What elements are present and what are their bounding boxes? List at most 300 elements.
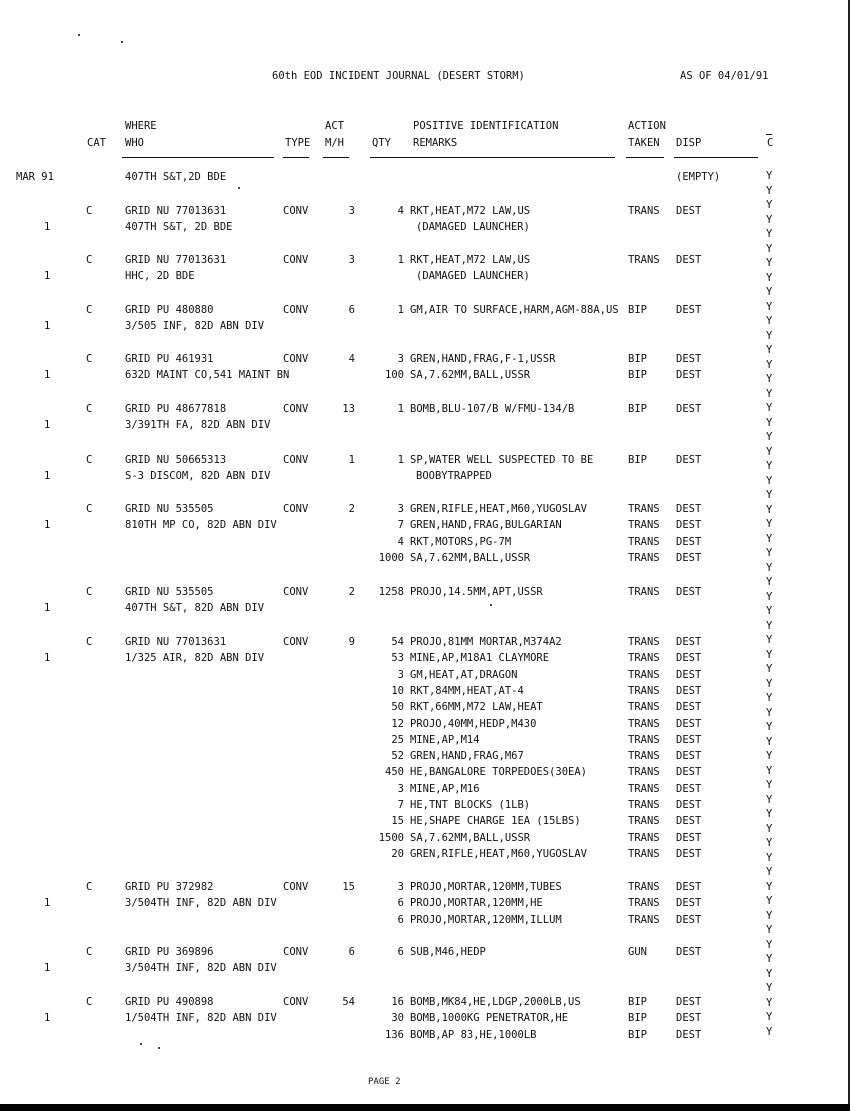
c-column-mark: Y [766,996,773,1009]
item-disp: DEST [676,831,702,844]
item-qty: 50 [391,701,404,714]
entry-remarks: (DAMAGED LAUNCHER) [416,221,530,234]
item-description: BOMB,MK84,HE,LDGP,2000LB,US [410,996,581,1008]
item-description: SA,7.62MM,BALL,USSR [410,831,531,844]
c-column-mark: Y [766,315,773,327]
c-column-mark: Y [766,561,773,574]
entry-type: CONV [283,304,309,316]
entry-who: 632D MAINT CO,541 MAINT BN [125,369,290,381]
item-disp: DEST [676,668,702,681]
item-qty: 1 [397,254,404,266]
entry-mh: 3 [348,254,355,266]
entry-left-mark: 1 [44,470,51,482]
item-action: TRANS [628,652,660,665]
c-column-mark: Y [766,402,773,414]
item-disp: DEST [676,1012,702,1025]
item-qty: 53 [391,652,404,665]
c-column-mark: Y [766,750,773,762]
item-disp: DEST [676,946,702,958]
item-disp: DEST [676,782,702,795]
item-description: GREN,RIFLE,HEAT,M60,YUGOSLAV [410,503,588,515]
scan-speck [490,604,492,606]
item-action: GUN [628,946,647,958]
entry-cat: C [86,586,93,598]
item-qty: 7 [397,519,404,532]
header-rule [626,157,664,158]
entry-where: GRID NU 50665313 [125,454,227,466]
item-qty: 20 [391,847,404,860]
col-mh-header: M/H [325,137,344,149]
item-action: TRANS [628,831,660,844]
col-posid-header: POSITIVE IDENTIFICATION [413,120,559,132]
item-qty: 30 [391,1012,404,1025]
item-action: TRANS [628,254,660,266]
c-column-mark: Y [766,358,773,371]
item-description: HE,BANGALORE TORPEDOES(30EA) [410,766,588,779]
item-description: HE,TNT BLOCKS (1LB) [410,799,531,811]
entry-who: HHC, 2D BDE [125,270,195,282]
item-disp: DEST [676,996,702,1008]
entry-type: CONV [283,996,309,1008]
item-qty: 1 [397,454,404,466]
entry-left-mark: 1 [44,270,51,282]
item-description: SA,7.62MM,BALL,USSR [410,551,531,564]
scan-speck [140,1043,142,1045]
item-description: PROJO,MORTAR,120MM,ILLUM [410,913,562,926]
entry-where: GRID NU 535505 [125,586,214,598]
item-qty: 4 [397,205,404,217]
entry-type: CONV [283,881,309,893]
item-action: TRANS [628,847,660,860]
item-qty: 3 [397,881,404,893]
item-disp: DEST [676,750,702,763]
item-action: TRANS [628,551,660,564]
item-disp: DEST [676,353,702,365]
item-action: BIP [628,304,647,316]
col-remarks-header: REMARKS [413,137,458,149]
entry-type: CONV [283,353,309,365]
col-type-header: TYPE [285,137,311,149]
c-column-mark: Y [766,344,773,356]
col-disp-header: DISP [676,137,702,149]
entry-left-mark: 1 [44,519,51,531]
item-disp: DEST [676,913,702,926]
c-column-mark: Y [766,460,773,472]
c-column-mark: Y [766,895,773,907]
item-qty: 450 [385,766,404,779]
c-column-mark: Y [766,242,773,255]
c-column-mark: Y [766,634,773,646]
header-rule [323,157,349,158]
c-column-mark: Y [766,532,773,545]
entry-remarks: BOOBYTRAPPED [416,470,492,483]
c-column-mark: Y [766,677,773,690]
entry-who: 407TH S&T, 2D BDE [125,221,233,233]
entry-where: GRID NU 77013631 [125,254,227,266]
entry-cat: C [86,946,93,958]
entry-mh: 54 [342,996,355,1008]
entry-where: GRID PU 480880 [125,304,214,316]
item-description: PROJO,81MM MORTAR,M374A2 [410,636,562,648]
entry-who: 3/391TH FA, 82D ABN DIV [125,419,271,431]
item-qty: 6 [397,946,404,958]
item-action: TRANS [628,766,660,779]
entry-cat: C [86,454,93,466]
c-column-mark: Y [766,967,773,980]
item-disp: DEST [676,304,702,316]
item-description: RKT,MOTORS,PG-7M [410,535,512,548]
entry-cat: C [86,503,93,515]
entry-left-mark: 1 [44,419,51,431]
header-rule [283,157,309,158]
entry-where: GRID PU 48677818 [125,403,227,415]
item-disp: DEST [676,1028,702,1041]
col-act-header: ACT [325,120,344,132]
entry-where: GRID NU 535505 [125,503,214,515]
entry-left-mark: 1 [44,897,51,909]
header-rule [122,157,274,158]
c-column-mark: Y [766,793,773,806]
c-column-mark: Y [766,199,773,211]
item-action: BIP [628,1028,647,1041]
entry-type: CONV [283,636,309,648]
c-column-mark: Y [766,663,773,675]
c-column-mark: Y [766,1025,773,1038]
col-taken-header: TAKEN [628,137,660,149]
item-qty: 6 [397,913,404,926]
item-disp: DEST [676,586,702,598]
page-title: 60th EOD INCIDENT JOURNAL (DESERT STORM) [272,70,525,82]
c-column-mark: Y [766,605,773,617]
c-column-mark: Y [766,1011,773,1023]
item-disp: DEST [676,897,702,910]
item-disp: DEST [676,652,702,665]
item-disp: DEST [676,454,702,466]
scan-bottom-border [0,1104,850,1111]
c-column-mark: Y [766,518,773,530]
item-qty: 3 [397,782,404,795]
item-action: TRANS [628,897,660,910]
entry-who: 3/504TH INF, 82D ABN DIV [125,897,277,909]
c-column-mark: Y [766,837,773,849]
item-qty: 7 [397,799,404,811]
c-column-mark: Y [766,286,773,298]
item-description: BOMB,AP 83,HE,1000LB [410,1028,537,1041]
entry-type: CONV [283,503,309,515]
item-description: PROJO,MORTAR,120MM,HE [410,897,543,910]
entry-who: 1/504TH INF, 82D ABN DIV [125,1012,277,1024]
entry-cat: C [86,996,93,1008]
entry-mh: 9 [348,636,355,648]
item-action: BIP [628,369,647,382]
entry-type: CONV [283,205,309,217]
c-column-mark: Y [766,938,773,951]
header-rule [370,157,615,158]
item-disp: DEST [676,684,702,697]
entry-left-mark: 1 [44,1012,51,1024]
item-action: TRANS [628,717,660,730]
c-column-mark: Y [766,228,773,240]
entry-where: GRID NU 77013631 [125,636,227,648]
entry-cat: C [86,636,93,648]
c-column-mark: Y [766,909,773,922]
item-description: BOMB,1000KG PENETRATOR,HE [410,1012,569,1025]
item-action: BIP [628,996,647,1008]
item-action: BIP [628,353,647,365]
entry-cat: C [86,403,93,415]
item-disp: DEST [676,701,702,714]
item-description: GREN,RIFLE,HEAT,M60,YUGOSLAV [410,847,588,860]
c-column-mark: Y [766,184,773,197]
entry-where: GRID PU 490898 [125,996,214,1008]
c-column-mark: Y [766,779,773,791]
c-column-mark: Y [766,764,773,777]
entry-left-mark: 1 [44,962,51,974]
item-qty: 1258 [378,586,404,598]
item-description: SUB,M46,HEDP [410,946,486,958]
item-action: TRANS [628,881,660,893]
c-column-mark: Y [766,953,773,965]
c-column-mark: Y [766,445,773,458]
item-disp: DEST [676,254,702,266]
item-qty: 1 [397,403,404,415]
item-qty: 25 [391,733,404,746]
entry-mh: 13 [342,403,355,415]
item-description: SA,7.62MM,BALL,USSR [410,369,531,382]
item-disp: DEST [676,503,702,515]
item-description: MINE,AP,M14 [410,733,480,746]
item-description: SP,WATER WELL SUSPECTED TO BE [410,454,594,466]
item-qty: 1000 [378,551,404,564]
entry-type: CONV [283,254,309,266]
item-disp: DEST [676,847,702,860]
item-description: RKT,HEAT,M72 LAW,US [410,254,531,266]
entry-who: 1/325 AIR, 82D ABN DIV [125,652,265,664]
item-action: BIP [628,1012,647,1025]
item-disp: DEST [676,733,702,746]
item-description: HE,SHAPE CHARGE 1EA (15LBS) [410,815,581,828]
item-action: TRANS [628,668,660,681]
entry-mh: 6 [348,946,355,958]
entry-left-mark: 1 [44,320,51,332]
header-rule [674,157,758,158]
item-disp: (EMPTY) [676,171,721,183]
item-action: TRANS [628,535,660,548]
c-column-mark: Y [766,271,773,284]
c-column-mark: Y [766,547,773,559]
c-column-mark: Y [766,590,773,603]
item-action: TRANS [628,913,660,926]
c-column-mark: Y [766,373,773,385]
c-column-mark: Y [766,692,773,704]
as-of-date: AS OF 04/01/91 [680,70,769,82]
item-qty: 3 [397,668,404,681]
item-description: MINE,AP,M16 [410,782,480,795]
item-qty: 15 [391,815,404,828]
item-disp: DEST [676,369,702,382]
item-action: TRANS [628,701,660,714]
item-disp: DEST [676,551,702,564]
entry-mh: 15 [342,881,355,893]
c-column-mark: Y [766,213,773,226]
entry-mh: 2 [348,586,355,598]
c-column-mark: Y [766,300,773,313]
item-qty: 136 [385,1028,404,1041]
item-qty: 10 [391,684,404,697]
entry-type: CONV [283,586,309,598]
item-qty: 3 [397,503,404,515]
header-rule [766,134,772,135]
c-column-mark: Y [766,619,773,632]
col-cat-header: CAT [87,137,106,149]
item-qty: 52 [391,750,404,763]
item-description: PROJO,14.5MM,APT,USSR [410,586,543,598]
item-description: GREN,HAND,FRAG,M67 [410,750,524,763]
entry-cat: C [86,881,93,893]
item-disp: DEST [676,205,702,217]
item-description: RKT,HEAT,M72 LAW,US [410,205,531,217]
entry-who: 407TH S&T, 82D ABN DIV [125,602,265,614]
item-disp: DEST [676,799,702,811]
item-action: TRANS [628,636,660,648]
entry-who: 3/504TH INF, 82D ABN DIV [125,962,277,974]
item-action: TRANS [628,503,660,515]
item-qty: 54 [391,636,404,648]
item-action: TRANS [628,586,660,598]
c-column-mark: Y [766,822,773,835]
c-column-mark: Y [766,489,773,501]
entry-cat: C [86,353,93,365]
c-column-mark: Y [766,851,773,864]
entry-where: GRID PU 369896 [125,946,214,958]
item-disp: DEST [676,535,702,548]
item-qty: 16 [391,996,404,1008]
entry-who: 407TH S&T,2D BDE [125,171,227,183]
entry-date: MAR 91 [16,171,54,183]
item-description: PROJO,MORTAR,120MM,TUBES [410,881,562,893]
col-who-header: WHO [125,137,144,149]
item-action: TRANS [628,733,660,746]
entry-left-mark: 1 [44,652,51,664]
entry-remarks: (DAMAGED LAUNCHER) [416,270,530,283]
item-disp: DEST [676,403,702,415]
entry-who: S-3 DISCOM, 82D ABN DIV [125,470,271,482]
item-action: TRANS [628,750,660,763]
entry-type: CONV [283,454,309,466]
item-description: GM,HEAT,AT,DRAGON [410,668,518,681]
entry-who: 3/505 INF, 82D ABN DIV [125,320,265,332]
col-where-header: WHERE [125,120,157,132]
entry-mh: 3 [348,205,355,217]
item-disp: DEST [676,815,702,828]
entry-left-mark: 1 [44,602,51,614]
c-column-mark: Y [766,706,773,719]
entry-cat: C [86,205,93,217]
col-qty-header: QTY [372,137,391,149]
item-action: TRANS [628,782,660,795]
item-action: BIP [628,454,647,466]
entry-type: CONV [283,403,309,415]
item-disp: DEST [676,766,702,779]
item-action: TRANS [628,205,660,217]
c-column-mark: Y [766,721,773,733]
scan-speck [238,187,240,189]
item-disp: DEST [676,717,702,730]
item-disp: DEST [676,881,702,893]
c-column-mark: Y [766,735,773,748]
item-action: TRANS [628,815,660,828]
scan-speck [121,41,123,43]
item-description: GREN,HAND,FRAG,F-1,USSR [410,353,556,365]
c-column-mark: Y [766,924,773,936]
item-disp: DEST [676,519,702,532]
item-description: GREN,HAND,FRAG,BULGARIAN [410,519,562,532]
item-qty: 1500 [378,831,404,844]
item-qty: 12 [391,717,404,730]
c-column-mark: Y [766,431,773,443]
item-action: TRANS [628,799,660,811]
c-column-mark: Y [766,880,773,893]
c-column-mark: Y [766,576,773,588]
c-column-mark: Y [766,387,773,400]
entry-where: GRID NU 77013631 [125,205,227,217]
page-footer: PAGE 2 [368,1077,401,1087]
entry-type: CONV [283,946,309,958]
scan-speck [158,1047,160,1049]
item-description: BOMB,BLU-107/B W/FMU-134/B [410,403,575,415]
c-column-mark: Y [766,170,773,182]
c-column-mark: Y [766,808,773,820]
entry-mh: 6 [348,304,355,316]
c-column-mark: Y [766,474,773,487]
c-column-mark: Y [766,648,773,661]
c-column-mark: Y [766,982,773,994]
c-column-mark: Y [766,416,773,429]
col-action-header: ACTION [628,120,666,132]
item-description: MINE,AP,M18A1 CLAYMORE [410,652,550,665]
c-column-mark: Y [766,257,773,269]
entry-who: 810TH MP CO, 82D ABN DIV [125,519,277,531]
item-action: TRANS [628,684,660,697]
item-description: PROJO,40MM,HEDP,M430 [410,717,537,730]
entry-cat: C [86,304,93,316]
entry-where: GRID PU 461931 [125,353,214,365]
item-description: RKT,84MM,HEAT,AT-4 [410,684,524,697]
entry-where: GRID PU 372982 [125,881,214,893]
item-qty: 6 [397,897,404,910]
item-qty: 100 [385,369,404,382]
item-action: TRANS [628,519,660,532]
c-column-mark: Y [766,503,773,516]
item-disp: DEST [676,636,702,648]
c-column-mark: Y [766,866,773,878]
item-description: RKT,66MM,M72 LAW,HEAT [410,701,543,714]
item-action: BIP [628,403,647,415]
entry-mh: 4 [348,353,355,365]
entry-cat: C [86,254,93,266]
entry-mh: 1 [348,454,355,466]
item-description: GM,AIR TO SURFACE,HARM,AGM-88A,US [410,304,619,316]
item-qty: 1 [397,304,404,316]
entry-left-mark: 1 [44,369,51,381]
entry-mh: 2 [348,503,355,515]
item-qty: 4 [397,535,404,548]
entry-left-mark: 1 [44,221,51,233]
item-qty: 3 [397,353,404,365]
c-column-mark: Y [766,329,773,342]
scan-speck [78,34,80,36]
col-c-header: C [767,137,774,149]
